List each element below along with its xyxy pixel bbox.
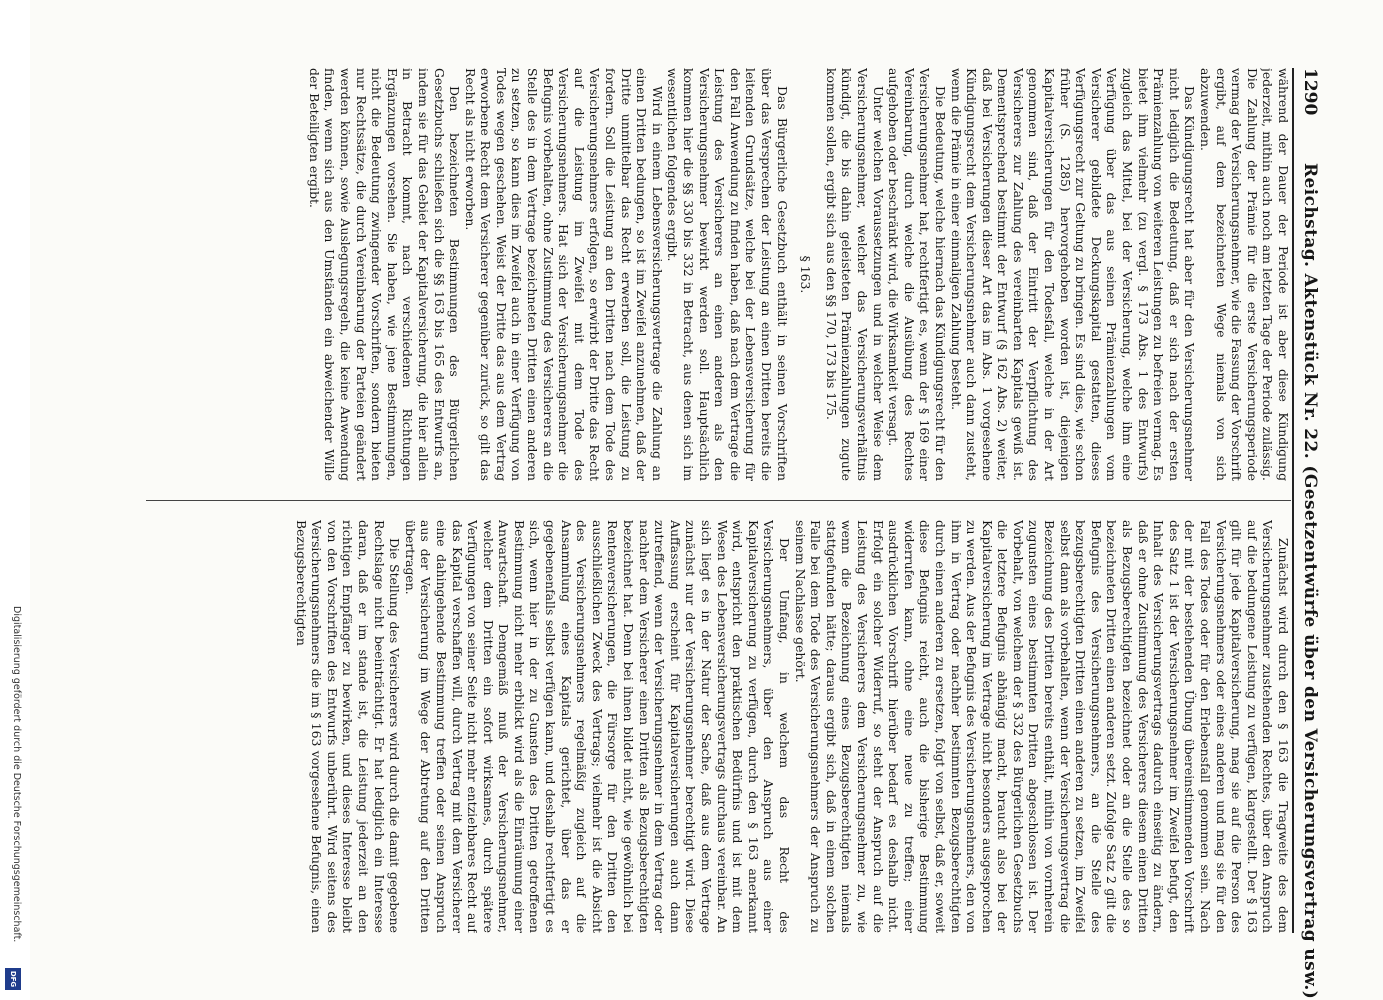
- paragraph: Die Stellung des Versicherers wird durch die damit gegebene Rechtslage nicht beeinträchtigt. Er hat lediglich ein Interesse daran, daß er im stande ist, die Leistung jederzeit an den richtigen Empfänger zu bewirken, und dieses Interesse bleibt von den Vorschriften des Entwurfs unberührt. Wird seitens des Versicherungsnehmers die im § 163 vorgesehene Befugnis, einen Bezugsberechtigten: [293, 520, 403, 933]
- rotated-page-content: [105, 68, 1325, 1000]
- page-number: 1290: [1300, 68, 1320, 116]
- paragraph: Den bezeichneten Bestimmungen des Bürgerlichen Gesetzbuchs schließen sich die §§ 163 bis 165 des Entwurfs an, indem sie für das Gebiet der Kapitalversicherung, die hier allein in Betracht kommt, nach verschiedenen Richtungen Ergänzungen vorsehen. Sie haben, wie jene Bestimmungen, nicht die Bedeutung zwingender Vorschriften, sondern bieten nur Rechtssätze, die durch Vereinbarung der Parteien geändert werden können, sowie Auslegungsregeln, die keine Anwendung finden, wenn sich aus den Umständen ein abweichender Wille der Beteiligten ergibt.: [306, 68, 463, 481]
- paragraph: Die Bedeutung, welche hiernach das Kündigungsrecht für den Versicherungsnehmer hat, rechtfertigt es, wenn der § 169 einer Vereinbarung, durch welche die Ausübung des Rechtes aufgehoben oder beschränkt wird, die Wirksamkeit versagt.: [886, 68, 948, 481]
- scanned-page: [30, 0, 1383, 1000]
- dfg-logo-text: DFG: [9, 970, 17, 988]
- left-column: [146, 68, 1291, 481]
- paragraph: Unter welchen Voraussetzungen und in welcher Weise dem Versicherungsnehmer, welcher das Versicherungsverhältnis kündigt, die bis dahin geleisteten Prämienzahlungen zugute kommen sollen, ergibt sich aus den §§ 170, 173 bis 175.: [823, 68, 886, 481]
- paragraph: Der Umfang, in welchem das Recht des Versicherungsnehmers, über den Anspruch aus einer Kapitalversicherung zu verfügen, durch den § 163 anerkannt wird, entspricht den praktischen Bedürfnis und ist mit dem Wesen des Lebensversicherungsvertrags durchaus vereinbar. An sich liegt es in der Natur der Sache, daß aus dem Vertrage zunächst nur der Versicherungsnehmer berechtigt wird. Diese Auffassung erscheint für Kapitalversicherungen auch dann zutreffend, wenn der Versicherungsnehmer in dem Vertrag oder nachher dem Versicherer einen Dritten als Bezugsberechtigten bezeichnet hat. Denn bei ihnen bildet nicht, wie gewöhnlich bei Rentenversicherungen, die Fürsorge für den Dritten den ausschließlichen Zweck des Vertrags; vielmehr ist die Absicht des Versicherungsnehmers regelmäßig zugleich auf die Ansammlung eines Kapitals gerichtet, über das er gegebenenfalls selbst verfügen kann, und deshalb rechtfertigt es sich, wenn hier in der zu Gunsten des Dritten getroffenen Bestimmung nicht mehr erblickt wird als die Einräumung einer Anwartschaft. Demgemäß muß der Versicherungsnehmer, welcher dem Dritten ein sofort wirksames, durch spätere Verfügungen von seiner Seite nicht mehr entziehbares Recht auf das Kapital verschaffen will, durch Vertrag mit dem Versicherer eine dahingehende Bestimmung treffen oder seinen Anspruch aus der Versicherung im Wege der Abtretung auf den Dritten übertragen.: [402, 520, 792, 933]
- page-header: [1295, 68, 1325, 1000]
- header-rule: [1292, 68, 1294, 933]
- paragraph: Das Bürgerliche Gesetzbuch enthält in seinen Vorschriften über das Versprechen der Leistung an einen Dritten bereits die leitenden Grundsätze, welche bei der Lebensversicherung für den Fall Anwendung zu finden haben, daß nach dem Vertrage die Leistung des Versicherers an einen anderen als den Versicherungsnehmer bewirkt werden soll. Hauptsächlich kommen hier die §§ 330 bis 332 in Betracht, aus denen sich im wesentlichen folgendes ergibt.: [665, 68, 790, 481]
- paragraph: Das Kündigungsrecht hat aber für den Versicherungsnehmer nicht lediglich die Bedeutung, daß er sich nach der ersten Prämienzahlung von weiteren Leistungen zu befreien vermag. Es bietet ihm vielmehr (zu vergl. § 173 Abs. 1 des Entwurfs) zugleich das Mittel, bei der Versicherung, welche ihm eine Verfügung über das aus seinen Prämienzahlungen vom Versicherer gebildete Deckungskapital gestatten, dieses Verfügungsrecht zur Geltung zu bringen. Es sind dies, wie schon früher (S. 1285) hervorgehoben worden ist, diejenigen Kapitalversicherungen für den Todesfall, welche in der Art genommen sind, daß der Eintritt der Verpflichtung des Versicherers zur Zahlung des vereinbarten Kapitals gewiß ist. Dementsprechend bestimmt der Entwurf (§ 162 Abs. 2) weiter, daß bei Versicherungen dieser Art das im Abs. 1 vorgesehene Kündigungsrecht dem Versicherungsnehmer auch dann zusteht, wenn die Prämie in einer einmaligen Zahlung besteht.: [948, 68, 1198, 481]
- running-title: Reichstag. Aktenstück Nr. 22. (Gesetzentwürfe über den Versicherungsvertrag usw.): [1300, 163, 1320, 1000]
- paragraph: Wird in einem Lebensversicherungsvertrage die Zahlung an einen Dritten bedungen, so ist im Zweifel anzunehmen, daß der Dritte unmittelbar das Recht erwerben soll, die Leistung zu fordern. Soll die Leistung an den Dritten nach dem Tode des Versicherungsnehmers erfolgen, so erwirbt der Dritte das Recht auf die Leistung im Zweifel mit dem Tode des Versicherungsnehmers. Hat sich der Versicherungsnehmer die Befugnis vorbehalten, ohne Zustimmung des Versicherers an die Stelle des in dem Vertrage bezeichneten Dritten einen anderen zu setzen, so kann dies im Zweifel auch in einer Verfügung von Todes wegen geschehen. Weist der Dritte das aus dem Vertrag erworbene Recht dem Versicherer gegenüber zurück, so gilt das Recht als nicht erworben.: [462, 68, 665, 481]
- section-heading: § 163.: [798, 255, 814, 294]
- paragraph: Zunächst wird durch den § 163 die Tragweite des dem Versicherungsnehmer zustehenden Rechtes, über den Anspruch auf die bedungene Leistung zu verfügen, klargestellt. Der § 163 gilt für jede Kapitalversicherung, mag sie auf die Person des Versicherungsnehmers oder eines anderen und mag sie für den Fall des Todes oder für den Erlebensfall genommen sein. Nach der mit der bestehenden Übung übereinstimmenden Vorschrift des Satz 1 ist der Versicherungsnehmer im Zweifel befugt, den Inhalt des Versicherungsvertrags dadurch einseitig zu ändern, daß er ohne Zustimmung des Versicherers diesem einen Dritten als Bezugsberechtigten bezeichnet oder an die Stelle des so bezeichneten Dritten einen anderen setzt. Zufolge Satz 2 gilt die Befugnis des Versicherungsnehmers, an die Stelle des bezugsberechtigten Dritten einen anderen zu setzen, im Zweifel selbst dann als vorbehalten, wenn der Versicherungsvertrag die Bezeichnung des Dritten bereits enthält, mithin von vornherein zugunsten eines bestimmten Dritten abgeschlossen ist. Der Vorbehalt, von welchem der § 332 des Bürgerlichen Gesetzbuchs die letztere Befugnis abhängig macht, braucht also bei der Kapitalversicherung im Vertrage nicht besonders ausgesprochen zu werden. Aus der Befugnis des Versicherungsnehmers, den von ihm in Vertrag oder nachher bestimmten Bezugsberechtigten durch einen anderen zu ersetzen, folgt von selbst, daß er, soweit diese Befugnis reicht, auch die bisherige Bestimmung widerrufen kann, ohne eine neue zu treffen; einer ausdrücklichen Vorschrift hierüber bedarf es deshalb nicht. Erfolgt ein solcher Widerruf, so steht der Anspruch auf die Leistung des Versicherers dem Versicherungsnehmer zu, wie wenn die Bezeichnung eines Bezugsberechtigten niemals stattgefunden hätte; daraus ergibt sich, daß in einem solchen Falle bei dem Tode des Versicherungsnehmers der Anspruch zu seinem Nachlasse gehört.: [792, 520, 1291, 933]
- paragraph: während der Dauer der Periode ist aber diese Kündigung jederzeit, mithin auch noch am letzten Tage der Periode zulässig. Die Zahlung der Prämie für die erste Versicherungsperiode vermag der Versicherungsnehmer, wie die Fassung der Vorschrift ergibt, auf dem bezeichneten Wege niemals von sich abzuwenden.: [1198, 68, 1291, 481]
- column-divider: [146, 500, 1291, 501]
- credit-text: Digitalisierung gefördert durch die Deutsche Forschungsgemeinschaft.: [11, 606, 22, 943]
- dfg-logo: [5, 968, 21, 990]
- digitization-credit: [2, 0, 24, 1000]
- right-column: [146, 520, 1291, 933]
